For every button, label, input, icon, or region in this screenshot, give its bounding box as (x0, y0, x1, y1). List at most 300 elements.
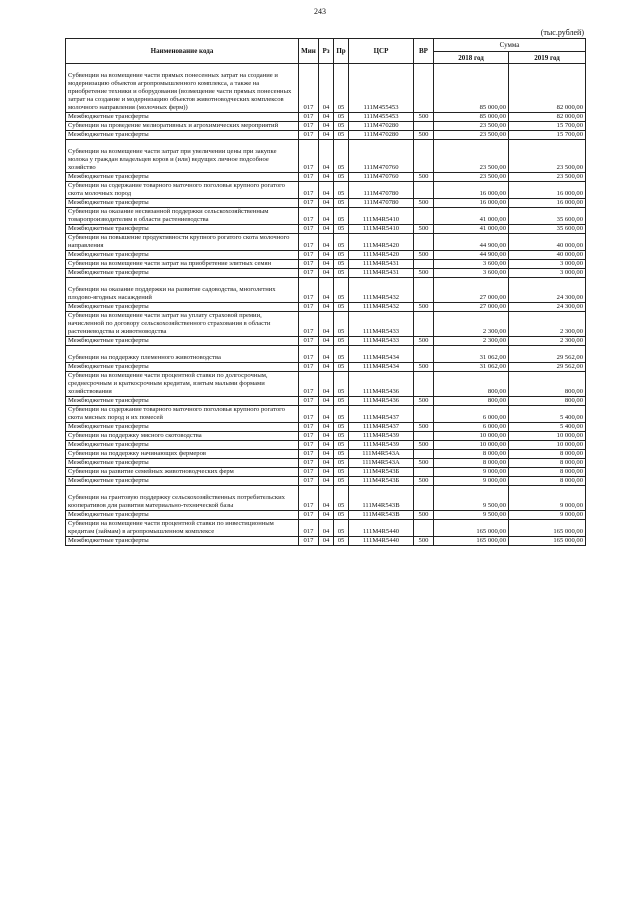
row-rz: 04 (319, 199, 334, 208)
row-name: Субвенции на грантовую поддержку сельскохозяйственных потребительских кооперативов для развития материально-технической базы (66, 486, 299, 511)
row-csr: 111М4R5420 (349, 234, 414, 251)
row-vr (414, 278, 434, 303)
row-sum-2018: 23 500,00 (434, 131, 509, 140)
row-vr: 500 (414, 199, 434, 208)
row-min: 017 (299, 113, 319, 122)
row-rz: 04 (319, 406, 334, 423)
row-pr: 05 (334, 173, 349, 182)
row-rz: 04 (319, 450, 334, 459)
row-name: Субвенции на поддержку начинающих фермеров (66, 450, 299, 459)
row-pr: 05 (334, 537, 349, 546)
row-rz: 04 (319, 122, 334, 131)
header-year-2018: 2018 год (434, 52, 509, 64)
header-sum: Сумма (434, 39, 586, 52)
table-row (66, 537, 586, 546)
row-pr: 05 (334, 208, 349, 225)
header-csr: ЦСР (349, 39, 414, 64)
row-name: Субвенции на развитие семейных животноводческих ферм (66, 468, 299, 477)
row-pr: 05 (334, 397, 349, 406)
row-sum-2018: 27 000,00 (434, 303, 509, 312)
row-csr: 111М4R5439 (349, 441, 414, 450)
row-sum-2019: 8 000,00 (509, 468, 586, 477)
row-vr: 500 (414, 173, 434, 182)
row-sum-2018: 41 000,00 (434, 208, 509, 225)
row-rz: 04 (319, 423, 334, 432)
row-min: 017 (299, 468, 319, 477)
row-sum-2019: 9 000,00 (509, 486, 586, 511)
row-csr: 111М4R543Б (349, 477, 414, 486)
row-sum-2018: 800,00 (434, 397, 509, 406)
row-vr (414, 234, 434, 251)
table-row (66, 182, 586, 199)
row-min: 017 (299, 520, 319, 537)
row-rz: 04 (319, 337, 334, 346)
row-min: 017 (299, 122, 319, 131)
row-sum-2018: 23 500,00 (434, 173, 509, 182)
row-name: Межбюджетные трансферты (66, 225, 299, 234)
row-sum-2019: 9 000,00 (509, 511, 586, 520)
row-pr: 05 (334, 131, 349, 140)
row-min: 017 (299, 511, 319, 520)
row-min: 017 (299, 406, 319, 423)
row-sum-2018: 9 000,00 (434, 468, 509, 477)
row-min: 017 (299, 64, 319, 113)
row-vr (414, 432, 434, 441)
row-name: Субвенции на возмещение части процентной ставки по инвестиционным кредитам (займам) в агропромышленном комплексе (66, 520, 299, 537)
row-pr: 05 (334, 363, 349, 372)
row-vr (414, 182, 434, 199)
row-min: 017 (299, 131, 319, 140)
row-pr: 05 (334, 459, 349, 468)
row-sum-2019: 10 000,00 (509, 441, 586, 450)
row-csr: 111М4R5432 (349, 278, 414, 303)
row-pr: 05 (334, 140, 349, 173)
row-min: 017 (299, 234, 319, 251)
table-row (66, 337, 586, 346)
row-rz: 04 (319, 225, 334, 234)
row-min: 017 (299, 372, 319, 397)
row-min: 017 (299, 312, 319, 337)
row-sum-2019: 82 000,00 (509, 113, 586, 122)
row-csr: 111М4R5440 (349, 537, 414, 546)
row-sum-2019: 23 500,00 (509, 173, 586, 182)
table-row (66, 346, 586, 363)
row-rz: 04 (319, 468, 334, 477)
row-vr (414, 406, 434, 423)
table-row (66, 312, 586, 337)
row-min: 017 (299, 486, 319, 511)
table-row (66, 423, 586, 432)
row-vr: 500 (414, 225, 434, 234)
page-number: 243 (314, 7, 326, 16)
row-vr: 500 (414, 441, 434, 450)
row-csr: 111М4R5436 (349, 397, 414, 406)
row-pr: 05 (334, 520, 349, 537)
row-csr: 111М4R5432 (349, 303, 414, 312)
row-csr: 111М4R543А (349, 459, 414, 468)
table-row (66, 269, 586, 278)
row-sum-2019: 16 000,00 (509, 182, 586, 199)
row-name: Межбюджетные трансферты (66, 459, 299, 468)
row-csr: 111М4R5436 (349, 372, 414, 397)
row-rz: 04 (319, 397, 334, 406)
row-rz: 04 (319, 113, 334, 122)
row-pr: 05 (334, 199, 349, 208)
row-pr: 05 (334, 511, 349, 520)
row-name: Межбюджетные трансферты (66, 477, 299, 486)
row-sum-2019: 29 562,00 (509, 363, 586, 372)
row-min: 017 (299, 225, 319, 234)
table-row (66, 459, 586, 468)
table-row (66, 131, 586, 140)
row-rz: 04 (319, 182, 334, 199)
row-csr: 111М470280 (349, 131, 414, 140)
row-name: Межбюджетные трансферты (66, 251, 299, 260)
row-csr: 111М4R5410 (349, 208, 414, 225)
row-vr: 500 (414, 113, 434, 122)
row-csr: 111М470760 (349, 173, 414, 182)
row-sum-2018: 85 000,00 (434, 64, 509, 113)
row-name: Субвенции на возмещение части прямых понесенных затрат на создание и модернизацию объектов агропромышленного комплекса, а также на приобретение техники и оборудования (возмещение части прямых понесенных затрат на создание и модернизацию объектов животноводческих комплексов молочного направления (молочных ферм)) (66, 64, 299, 113)
row-csr: 111М4R5420 (349, 251, 414, 260)
row-name: Межбюджетные трансферты (66, 131, 299, 140)
row-vr: 500 (414, 397, 434, 406)
row-csr: 111М4R5431 (349, 269, 414, 278)
row-csr: 111М4R5437 (349, 423, 414, 432)
row-vr: 500 (414, 303, 434, 312)
row-vr (414, 140, 434, 173)
row-sum-2019: 2 300,00 (509, 337, 586, 346)
row-min: 017 (299, 346, 319, 363)
row-vr: 500 (414, 537, 434, 546)
row-name: Межбюджетные трансферты (66, 363, 299, 372)
row-name: Межбюджетные трансферты (66, 397, 299, 406)
row-pr: 05 (334, 278, 349, 303)
table-row (66, 208, 586, 225)
row-min: 017 (299, 423, 319, 432)
row-min: 017 (299, 537, 319, 546)
row-pr: 05 (334, 113, 349, 122)
row-pr: 05 (334, 64, 349, 113)
row-min: 017 (299, 278, 319, 303)
row-sum-2019: 24 300,00 (509, 278, 586, 303)
row-vr: 500 (414, 423, 434, 432)
row-min: 017 (299, 459, 319, 468)
table-row (66, 468, 586, 477)
row-sum-2018: 2 300,00 (434, 312, 509, 337)
table-row (66, 278, 586, 303)
row-vr (414, 312, 434, 337)
row-sum-2018: 31 062,00 (434, 346, 509, 363)
row-rz: 04 (319, 260, 334, 269)
row-name: Субвенции на возмещение части процентной ставки по долгосрочным, среднесрочным и краткосрочным кредитам, взятым малыми формами хозяйствования (66, 372, 299, 397)
row-csr: 111М4R5433 (349, 337, 414, 346)
row-min: 017 (299, 199, 319, 208)
row-rz: 04 (319, 346, 334, 363)
row-min: 017 (299, 303, 319, 312)
row-min: 017 (299, 337, 319, 346)
row-min: 017 (299, 140, 319, 173)
row-rz: 04 (319, 234, 334, 251)
row-sum-2019: 15 700,00 (509, 131, 586, 140)
row-csr: 111М470280 (349, 122, 414, 131)
table-row (66, 486, 586, 511)
row-rz: 04 (319, 140, 334, 173)
row-min: 017 (299, 432, 319, 441)
row-pr: 05 (334, 406, 349, 423)
row-sum-2018: 800,00 (434, 372, 509, 397)
row-sum-2019: 3 000,00 (509, 269, 586, 278)
row-vr (414, 208, 434, 225)
row-pr: 05 (334, 269, 349, 278)
row-name: Межбюджетные трансферты (66, 199, 299, 208)
row-pr: 05 (334, 225, 349, 234)
row-sum-2018: 6 000,00 (434, 406, 509, 423)
row-sum-2019: 800,00 (509, 397, 586, 406)
table-row (66, 122, 586, 131)
budget-table (65, 38, 586, 546)
row-rz: 04 (319, 511, 334, 520)
row-sum-2018: 6 000,00 (434, 423, 509, 432)
row-name: Субвенции на оказание несвязанной поддержки сельскохозяйственным товаропроизводителям в области растениеводства (66, 208, 299, 225)
row-sum-2018: 165 000,00 (434, 537, 509, 546)
row-pr: 05 (334, 182, 349, 199)
row-name: Субвенции на проведение мелиоративных и агрохимических мероприятий (66, 122, 299, 131)
table-row (66, 225, 586, 234)
row-pr: 05 (334, 450, 349, 459)
row-name: Субвенции на содержание товарного маточного поголовья крупного рогатого скота молочных пород (66, 182, 299, 199)
row-pr: 05 (334, 260, 349, 269)
row-vr (414, 260, 434, 269)
row-sum-2018: 10 000,00 (434, 441, 509, 450)
table-row (66, 140, 586, 173)
row-min: 017 (299, 441, 319, 450)
table-row (66, 199, 586, 208)
table-row (66, 251, 586, 260)
row-pr: 05 (334, 441, 349, 450)
row-name: Межбюджетные трансферты (66, 337, 299, 346)
row-name: Межбюджетные трансферты (66, 303, 299, 312)
row-sum-2019: 5 400,00 (509, 406, 586, 423)
row-sum-2019: 40 000,00 (509, 234, 586, 251)
row-sum-2018: 31 062,00 (434, 363, 509, 372)
row-sum-2018: 165 000,00 (434, 520, 509, 537)
row-sum-2019: 29 562,00 (509, 346, 586, 363)
row-vr: 500 (414, 511, 434, 520)
row-vr (414, 468, 434, 477)
row-vr (414, 372, 434, 397)
row-rz: 04 (319, 363, 334, 372)
row-rz: 04 (319, 64, 334, 113)
row-name: Межбюджетные трансферты (66, 173, 299, 182)
row-csr: 111М470760 (349, 140, 414, 173)
row-sum-2018: 8 000,00 (434, 459, 509, 468)
row-rz: 04 (319, 520, 334, 537)
row-sum-2019: 82 000,00 (509, 64, 586, 113)
row-sum-2019: 165 000,00 (509, 520, 586, 537)
row-vr: 500 (414, 363, 434, 372)
row-rz: 04 (319, 208, 334, 225)
row-rz: 04 (319, 441, 334, 450)
header-vr: ВР (414, 39, 434, 64)
row-sum-2019: 8 000,00 (509, 450, 586, 459)
row-min: 017 (299, 363, 319, 372)
row-sum-2018: 16 000,00 (434, 199, 509, 208)
row-vr (414, 450, 434, 459)
row-min: 017 (299, 208, 319, 225)
row-sum-2018: 41 000,00 (434, 225, 509, 234)
row-min: 017 (299, 182, 319, 199)
row-csr: 111М455453 (349, 64, 414, 113)
row-rz: 04 (319, 131, 334, 140)
row-vr (414, 122, 434, 131)
row-name: Межбюджетные трансферты (66, 269, 299, 278)
row-sum-2019: 23 500,00 (509, 140, 586, 173)
row-rz: 04 (319, 173, 334, 182)
row-csr: 111М4R543В (349, 511, 414, 520)
unit-note: (тыс.рублей) (540, 28, 584, 37)
row-sum-2018: 9 500,00 (434, 486, 509, 511)
row-min: 017 (299, 251, 319, 260)
row-pr: 05 (334, 432, 349, 441)
row-vr: 500 (414, 477, 434, 486)
row-name: Межбюджетные трансферты (66, 537, 299, 546)
row-csr: 111М4R5431 (349, 260, 414, 269)
row-rz: 04 (319, 486, 334, 511)
row-sum-2019: 8 000,00 (509, 477, 586, 486)
row-sum-2019: 16 000,00 (509, 199, 586, 208)
row-sum-2019: 40 000,00 (509, 251, 586, 260)
table-row (66, 477, 586, 486)
row-rz: 04 (319, 251, 334, 260)
row-vr: 500 (414, 251, 434, 260)
table-row (66, 441, 586, 450)
row-rz: 04 (319, 459, 334, 468)
row-name: Субвенции на возмещение части затрат на приобретение элитных семян (66, 260, 299, 269)
row-name: Субвенции на повышение продуктивности крупного рогатого скота молочного направления (66, 234, 299, 251)
row-min: 017 (299, 260, 319, 269)
row-min: 017 (299, 477, 319, 486)
table-row (66, 64, 586, 113)
row-vr (414, 64, 434, 113)
row-name: Субвенции на поддержку мясного скотоводства (66, 432, 299, 441)
table-row (66, 260, 586, 269)
table-row (66, 511, 586, 520)
row-csr: 111М4R543Б (349, 468, 414, 477)
row-csr: 111М4R543А (349, 450, 414, 459)
row-vr: 500 (414, 131, 434, 140)
table-body (66, 64, 586, 546)
row-sum-2018: 44 900,00 (434, 251, 509, 260)
table-row (66, 397, 586, 406)
row-csr: 111М455453 (349, 113, 414, 122)
row-min: 017 (299, 269, 319, 278)
table-row (66, 303, 586, 312)
row-pr: 05 (334, 346, 349, 363)
row-pr: 05 (334, 312, 349, 337)
row-rz: 04 (319, 269, 334, 278)
row-csr: 111М470780 (349, 182, 414, 199)
row-rz: 04 (319, 432, 334, 441)
row-csr: 111М4R5434 (349, 363, 414, 372)
row-vr: 500 (414, 269, 434, 278)
row-csr: 111М4R5434 (349, 346, 414, 363)
row-sum-2019: 3 000,00 (509, 260, 586, 269)
row-sum-2019: 10 000,00 (509, 432, 586, 441)
row-sum-2018: 3 600,00 (434, 269, 509, 278)
row-csr: 111М4R5410 (349, 225, 414, 234)
row-sum-2018: 10 000,00 (434, 432, 509, 441)
row-sum-2019: 165 000,00 (509, 537, 586, 546)
row-sum-2019: 8 000,00 (509, 459, 586, 468)
row-rz: 04 (319, 303, 334, 312)
table-row (66, 113, 586, 122)
row-sum-2018: 8 000,00 (434, 450, 509, 459)
table-row (66, 173, 586, 182)
row-pr: 05 (334, 337, 349, 346)
row-name: Межбюджетные трансферты (66, 113, 299, 122)
row-name: Субвенции на поддержку племенного животноводства (66, 346, 299, 363)
row-pr: 05 (334, 477, 349, 486)
row-sum-2019: 5 400,00 (509, 423, 586, 432)
row-sum-2018: 2 300,00 (434, 337, 509, 346)
row-name: Межбюджетные трансферты (66, 423, 299, 432)
header-name: Наименование кода (66, 39, 299, 64)
row-sum-2019: 800,00 (509, 372, 586, 397)
row-sum-2018: 85 000,00 (434, 113, 509, 122)
row-name: Субвенции на оказание поддержки на развитие садоводства, многолетних плодово-ягодных насаждений (66, 278, 299, 303)
row-rz: 04 (319, 372, 334, 397)
row-name: Субвенции на возмещение части затрат на уплату страховой премии, начисленной по договору сельскохозяйственного страхования в области растениеводства и животноводства (66, 312, 299, 337)
row-csr: 111М4R5437 (349, 406, 414, 423)
row-min: 017 (299, 173, 319, 182)
row-vr (414, 486, 434, 511)
row-sum-2018: 23 500,00 (434, 122, 509, 131)
row-sum-2018: 23 500,00 (434, 140, 509, 173)
row-sum-2018: 44 900,00 (434, 234, 509, 251)
row-sum-2019: 15 700,00 (509, 122, 586, 131)
row-csr: 111М4R5433 (349, 312, 414, 337)
row-pr: 05 (334, 234, 349, 251)
row-sum-2018: 16 000,00 (434, 182, 509, 199)
row-sum-2019: 35 600,00 (509, 208, 586, 225)
table-row (66, 432, 586, 441)
table-row (66, 406, 586, 423)
row-rz: 04 (319, 537, 334, 546)
row-name: Субвенции на содержание товарного маточного поголовья крупного рогатого скота мясных пород и их помесей (66, 406, 299, 423)
row-vr: 500 (414, 337, 434, 346)
row-pr: 05 (334, 486, 349, 511)
row-pr: 05 (334, 423, 349, 432)
row-name: Межбюджетные трансферты (66, 441, 299, 450)
table-row (66, 234, 586, 251)
row-rz: 04 (319, 312, 334, 337)
row-pr: 05 (334, 468, 349, 477)
row-min: 017 (299, 397, 319, 406)
row-min: 017 (299, 450, 319, 459)
row-name: Межбюджетные трансферты (66, 511, 299, 520)
row-sum-2019: 35 600,00 (509, 225, 586, 234)
row-csr: 111М4R5439 (349, 432, 414, 441)
row-csr: 111М4R5440 (349, 520, 414, 537)
header-rz: Рз (319, 39, 334, 64)
row-sum-2018: 9 000,00 (434, 477, 509, 486)
row-vr: 500 (414, 459, 434, 468)
header-pr: Пр (334, 39, 349, 64)
row-vr (414, 520, 434, 537)
row-sum-2018: 3 600,00 (434, 260, 509, 269)
row-pr: 05 (334, 251, 349, 260)
